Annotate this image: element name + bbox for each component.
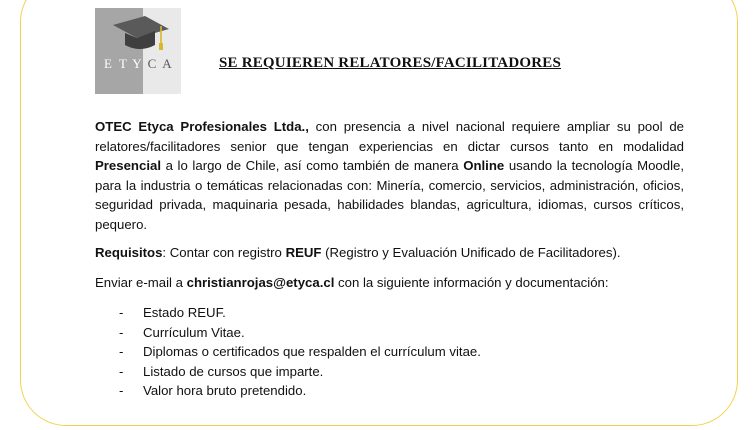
logo-letter-y: Y <box>132 56 142 71</box>
email-line: Enviar e-mail a christianrojas@etyca.cl con la siguiente información y documentación: <box>95 275 609 290</box>
intro-paragraph: OTEC Etyca Profesionales Ltda., con presencia a nivel nacional requiere ampliar su pool de relatores/facilitadores senior que tengan experiencias en dictar cursos tanto en modalidad Presencial a lo largo de Chile, así como también de manera Online usando la tecnología Moodle, para la industria o temáticas relacionadas con: Minería, comercio, servicios, administración, oficios, seguridad privada, maquinaria pesada, habilidades blandas, agricultura, idiomas, cursos críticos, pequero. <box>95 119 684 232</box>
logo-letter-c: C <box>147 56 157 71</box>
etyca-logo <box>95 8 181 94</box>
logo-letter-t: T <box>119 56 127 71</box>
list-item: - Listado de cursos que imparte. <box>119 363 324 379</box>
contact-email: christianrojas@etyca.cl <box>186 275 335 290</box>
company-name: OTEC Etyca Profesionales Ltda., <box>95 119 309 134</box>
list-item: - Diplomas o certificados que respalden el currículum vitae. <box>119 344 481 359</box>
list-item: - Currículum Vitae. <box>119 324 245 340</box>
documents-list <box>119 303 481 401</box>
requirements-line: Requisitos: Contar con registro REUF (Registro y Evaluación Unificado de Facilitadores). <box>95 245 621 260</box>
logo-letter-a: A <box>162 56 172 71</box>
logo-letter-e: E <box>104 56 112 71</box>
modality-online: Online <box>463 158 505 173</box>
page-title: SE REQUIEREN RELATORES/FACILITADORES <box>219 55 562 71</box>
reuf-label: REUF <box>285 245 322 260</box>
list-item: - Estado REUF. <box>119 305 226 320</box>
requirements-label: Requisitos <box>95 245 163 260</box>
list-item: - Valor hora bruto pretendido. <box>119 383 307 398</box>
modality-presencial: Presencial <box>95 158 161 173</box>
